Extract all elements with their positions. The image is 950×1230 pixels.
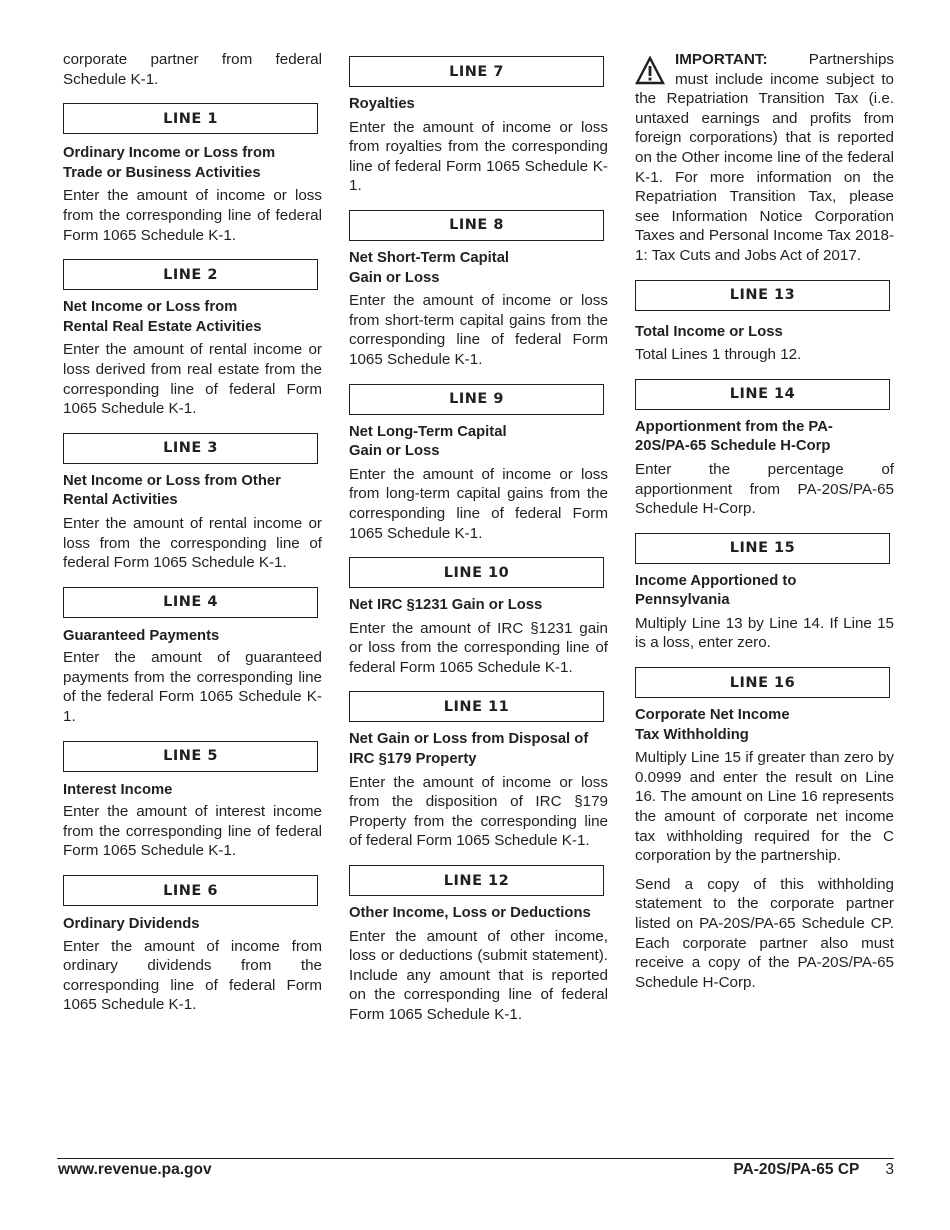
line-12-box: LINE 12 xyxy=(349,865,604,896)
line-15-heading: Income Apportioned to Pennsylvania xyxy=(635,572,797,609)
line-14-heading: Apportionment from the PA-20S/PA-65 Schedule H-Corp xyxy=(635,418,833,455)
line-11-heading: Net Gain or Loss from Disposal of IRC §179 Property xyxy=(349,731,589,768)
line-8-heading: Net Short-Term Capital Gain or Loss xyxy=(349,249,510,286)
line-10-heading: Net IRC §1231 Gain or Loss xyxy=(349,597,543,614)
line-16-text: Multiply Line 15 if greater than zero by 0.0999 and enter the result on Line 16. The amount on Line 16 represents the amount of corporate net income tax withholding required for the C corporation by the partnership. xyxy=(635,749,894,865)
line-7-text: Enter the amount of income or loss from royalties from the corresponding line of federal Form 1065 Schedule K-1. xyxy=(349,118,608,195)
line-9-box: LINE 9 xyxy=(349,384,604,415)
closing-text: Send a copy of this withholding statement to the corporate partner listed on PA-20S/PA-65 Schedule CP. Each corporate partner also must receive a copy of the PA-20S/PA-65 Schedule H-Corp. xyxy=(635,875,894,991)
line-10-text: Enter the amount of IRC §1231 gain or loss from the corresponding line of federal Form 1065 Schedule K-1. xyxy=(349,619,608,676)
line-13-box: LINE 13 xyxy=(635,280,890,311)
warning-icon xyxy=(635,56,665,86)
footer-right xyxy=(733,1161,894,1179)
line-6-heading: Ordinary Dividends xyxy=(63,916,200,933)
line-9-text: Enter the amount of income or loss from long-term capital gains from the corresponding line of federal Form 1065 Schedule K-1. xyxy=(349,465,608,542)
line-3-box: LINE 3 xyxy=(63,433,318,464)
line-12-text: Enter the amount of other income, loss or deductions (submit statement). Include any amount that is reported on the corresponding line of federal Form 1065 Schedule K-1. xyxy=(349,927,608,1023)
line-3-text: Enter the amount of rental income or loss from the corresponding line of federal Form 1065 Schedule K-1. xyxy=(63,514,322,572)
footer-form-name: PA-20S/PA-65 CP xyxy=(733,1161,860,1178)
line-14-text: Enter the percentage of apportionment from PA-20S/PA-65 Schedule H-Corp. xyxy=(635,460,894,518)
line-10-box: LINE 10 xyxy=(349,557,604,588)
line-3-heading: Net Income or Loss from Other Rental Activities xyxy=(63,472,281,509)
important-text: Partnerships must include income subject to the Repatriation Transition Tax (i.e. untaxed earnings and profits from foreign corporations) that is reported on the Other income line of the federal K-1. For more information on the Repatriation Transition Tax, please see Information Notice Corporation Taxes and Personal Income Tax 2018-1: Tax Cuts and Jobs Act of 2017. xyxy=(635,51,894,264)
line-12-heading: Other Income, Loss or Deductions xyxy=(349,905,591,922)
line-16-box: LINE 16 xyxy=(635,667,890,698)
line-5-box: LINE 5 xyxy=(63,741,318,772)
line-5-text: Enter the amount of interest income from the corresponding line of federal Form 1065 Schedule K-1. xyxy=(63,803,322,860)
line-15-text: Multiply Line 13 by Line 14. If Line 15 is a loss, enter zero. xyxy=(635,614,894,652)
col1-intro: corporate partner from federal Schedule K-1. xyxy=(63,51,322,88)
line-9-heading: Net Long-Term Capital Gain or Loss xyxy=(349,423,507,460)
line-6-text: Enter the amount of income from ordinary dividends from the corresponding line of federal Form 1065 Schedule K-1. xyxy=(63,937,322,1014)
footer-website-link[interactable]: www.revenue.pa.gov xyxy=(58,1161,212,1178)
line-1-text: Enter the amount of income or loss from the corresponding line of federal Form 1065 Schedule K-1. xyxy=(63,187,322,244)
line-5-heading: Interest Income xyxy=(63,781,173,798)
footer-divider xyxy=(57,1158,894,1159)
line-13-text: Total Lines 1 through 12. xyxy=(635,346,802,364)
line-11-text: Enter the amount of income or loss from the disposition of IRC §179 Property from the corresponding line of federal Form 1065 Schedule K-1. xyxy=(349,773,608,850)
line-1-box: LINE 1 xyxy=(63,103,318,134)
column-1 xyxy=(63,50,322,1015)
line-6-box: LINE 6 xyxy=(63,875,318,906)
line-14-box: LINE 14 xyxy=(635,379,890,410)
line-1-heading: Ordinary Income or Loss from Trade or Business Activities xyxy=(63,145,276,181)
line-7-heading: Royalties xyxy=(349,96,415,112)
page-number: 3 xyxy=(885,1161,894,1178)
line-8-box: LINE 8 xyxy=(349,210,604,241)
column-2 xyxy=(349,56,608,1025)
column-3 xyxy=(635,50,894,992)
line-2-text: Enter the amount of rental income or loss derived from real estate from the corresponding line of federal Form 1065 Schedule K-1. xyxy=(63,341,322,418)
line-2-heading: Net Income or Loss from Rental Real Estate Activities xyxy=(63,299,262,335)
line-2-box: LINE 2 xyxy=(63,259,318,290)
line-4-box: LINE 4 xyxy=(63,587,318,618)
line-8-text: Enter the amount of income or loss from short-term capital gains from the corresponding line of federal Form 1065 Schedule K-1. xyxy=(349,292,608,368)
line-4-heading: Guaranteed Payments xyxy=(63,627,220,644)
line-7-box: LINE 7 xyxy=(349,56,604,87)
line-15-box: LINE 15 xyxy=(635,533,890,564)
important-notice xyxy=(635,50,894,266)
line-4-text: Enter the amount of guaranteed payments from the corresponding line of the federal Form 1065 Schedule K-1. xyxy=(63,649,322,726)
important-label: IMPORTANT: xyxy=(675,51,768,68)
line-16-heading: Corporate Net Income Tax Withholding xyxy=(635,707,790,743)
line-13-heading: Total Income or Loss xyxy=(635,323,783,340)
line-11-box: LINE 11 xyxy=(349,691,604,722)
